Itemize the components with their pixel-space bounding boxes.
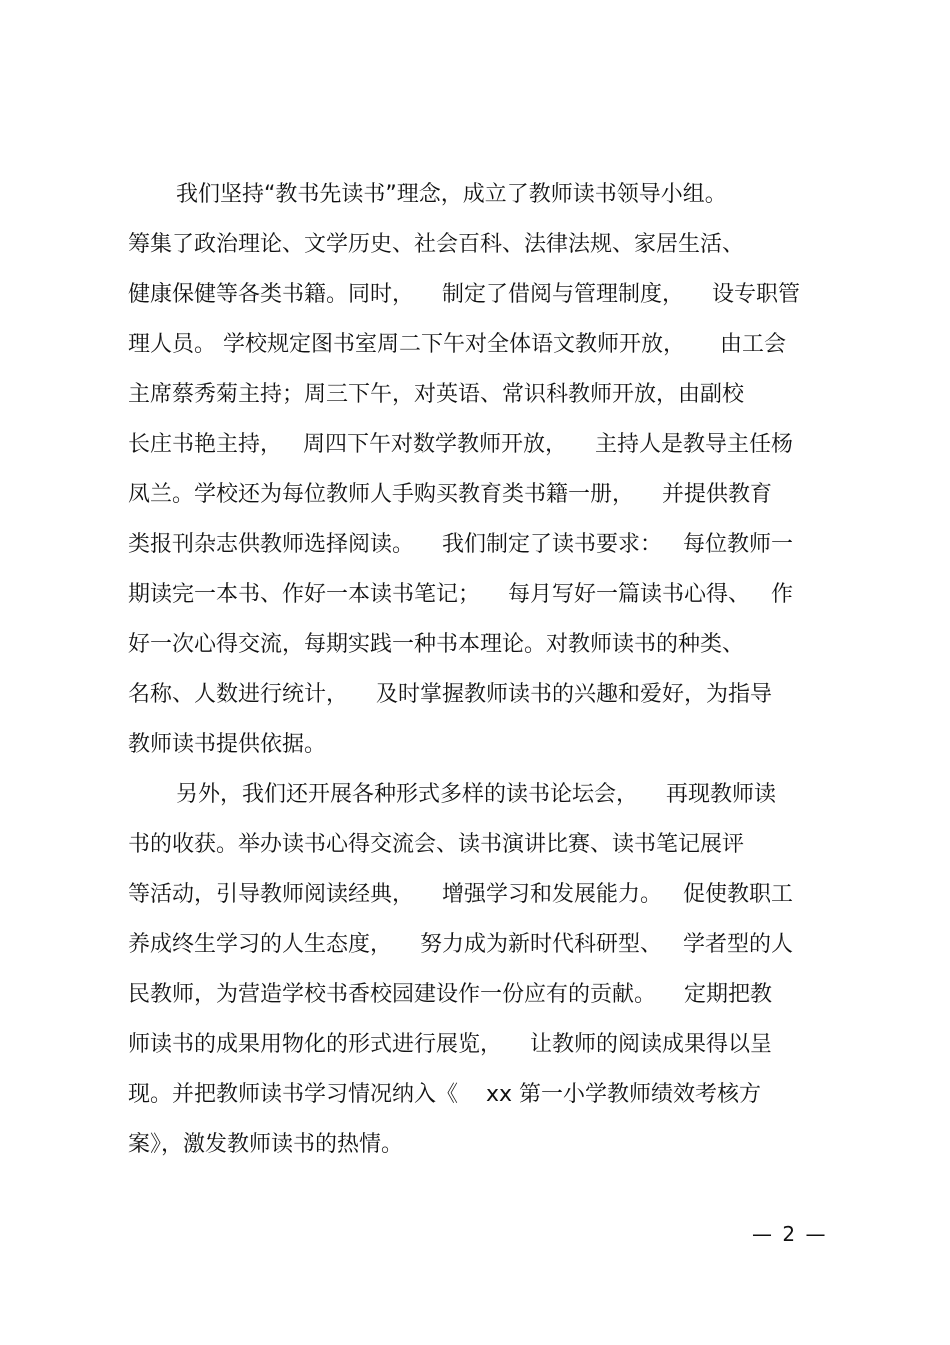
paragraph-1-line-4: 理人员。 学校规定图书室周二下午对全体语文教师开放， 由工会 xyxy=(128,332,786,357)
paragraph-2-line-4: 养成终生学习的人生态度， 努力成为新时代科研型、 学者型的人 xyxy=(128,932,793,957)
paragraph-2-line-1: 另外，我们还开展各种形式多样的读书论坛会， 再现教师读 xyxy=(176,782,776,807)
page-number: — 2 — xyxy=(752,1222,828,1246)
paragraph-2-line-2: 书的收获。举办读书心得交流会、读书演讲比赛、读书笔记展评 xyxy=(128,832,745,857)
paragraph-2-line-6: 师读书的成果用物化的形式进行展览， 让教师的阅读成果得以呈 xyxy=(128,1032,772,1057)
paragraph-1-line-8: 类报刊杂志供教师选择阅读。 我们制定了读书要求： 每位教师一 xyxy=(128,532,793,557)
paragraph-1-line-1: 我们坚持“教书先读书”理念，成立了教师读书领导小组。 xyxy=(176,182,727,207)
paragraph-1-line-5: 主席蔡秀菊主持；周三下午，对英语、常识科教师开放，由副校 xyxy=(128,382,745,407)
paragraph-2-line-3: 等活动，引导教师阅读经典， 增强学习和发展能力。 促使教职工 xyxy=(128,882,793,907)
paragraph-2-line-5: 民教师，为营造学校书香校园建设作一份应有的贡献。 定期把教 xyxy=(128,982,772,1007)
paragraph-2-line-8: 案》，激发教师读书的热情。 xyxy=(128,1132,404,1157)
paragraph-1-line-11: 名称、人数进行统计， 及时掌握教师读书的兴趣和爱好，为指导 xyxy=(128,682,772,707)
paragraph-1-line-10: 好一次心得交流，每期实践一种书本理论。对教师读书的种类、 xyxy=(128,632,745,657)
paragraph-2-line-7: 现。并把教师读书学习情况纳入《 xx 第一小学教师绩效考核方 xyxy=(128,1082,762,1107)
paragraph-1-line-7: 凤兰。学校还为每位教师人手购买教育类书籍一册， 并提供教育 xyxy=(128,482,772,507)
paragraph-1-line-9: 期读完一本书、作好一本读书笔记； 每月写好一篇读书心得、 作 xyxy=(128,582,793,607)
paragraph-1-line-3: 健康保健等各类书籍。同时， 制定了借阅与管理制度， 设专职管 xyxy=(128,282,800,307)
paragraph-1-line-2: 筹集了政治理论、文学历史、社会百科、法律法规、家居生活、 xyxy=(128,232,745,257)
paragraph-1-line-12: 教师读书提供依据。 xyxy=(128,732,327,757)
paragraph-1-line-6: 长庄书艳主持， 周四下午对数学教师开放， 主持人是教导主任杨 xyxy=(128,432,793,457)
